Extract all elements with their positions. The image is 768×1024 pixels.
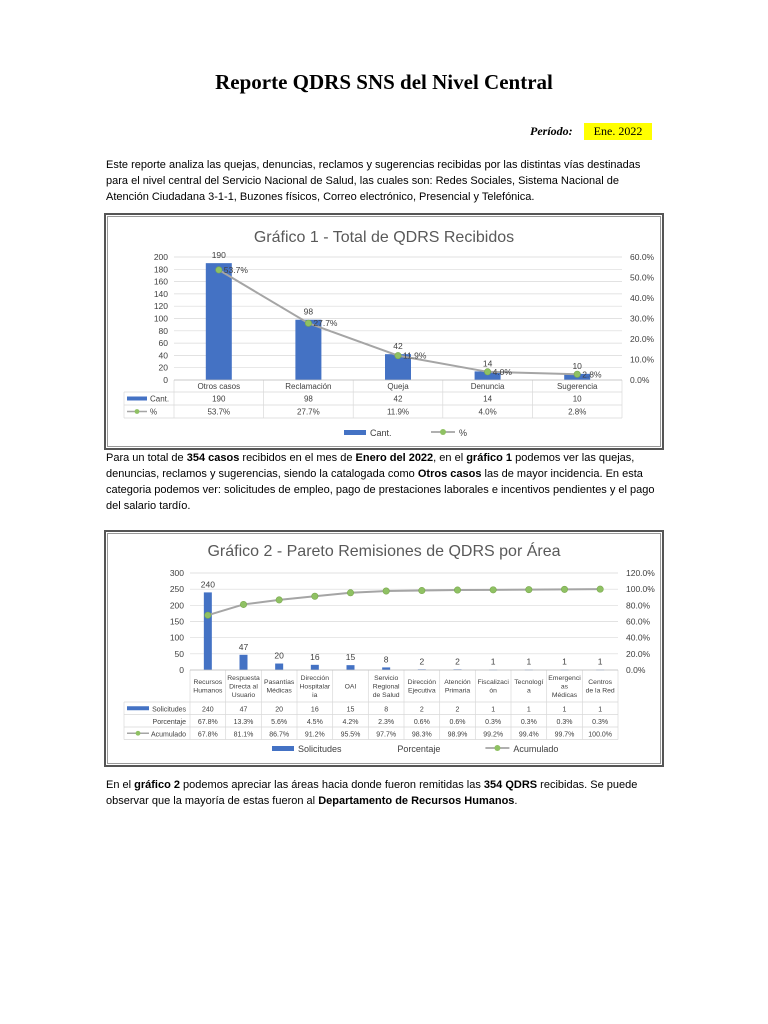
chart2-table-row-label: Solicitudes	[152, 706, 186, 714]
chart1-category-label: Sugerencia	[556, 382, 598, 391]
chart1-legend-label: Cant.	[370, 428, 392, 438]
chart2-y-left-tick: 150	[169, 616, 184, 627]
chart2-category-label: Fiscalizaci	[477, 679, 509, 686]
chart1-table-cell: 190	[212, 394, 226, 404]
chart1-line-point	[216, 267, 222, 273]
chart2-table-cell: 4.5%	[306, 718, 323, 726]
p2-h: Otros casos	[417, 468, 482, 480]
chart2-category-label: Centros	[588, 679, 613, 686]
chart2-line-point	[383, 588, 389, 594]
p3-a: En el	[106, 779, 135, 791]
chart2-y-right-tick: 40.0%	[626, 632, 651, 643]
chart1-line-label: 11.9%	[403, 350, 427, 361]
period-row	[530, 123, 652, 140]
chart2-table-row-label: Porcentaje	[152, 718, 186, 726]
chart1-legend-label: %	[459, 428, 468, 438]
chart2-line-point	[597, 586, 603, 592]
chart2-table-cell: 0.6%	[449, 718, 466, 726]
chart2-category-label: Servicio	[374, 674, 399, 682]
p3-f: Departamento de Recursos Humanos	[318, 795, 515, 807]
chart2-bar	[240, 655, 248, 670]
chart1-y-left-tick: 80	[158, 325, 168, 336]
chart2-line-point	[490, 587, 496, 593]
chart2-y-left-tick: 100	[169, 632, 184, 643]
chart2-table-cell: 98.3%	[411, 731, 432, 739]
chart2-line-point	[454, 587, 460, 593]
chart2-table-key	[127, 706, 149, 710]
period-label: Período:	[530, 124, 573, 138]
chart2-line-point	[526, 586, 532, 592]
chart1-title: Gráfico 1 - Total de QDRS Recibidos	[253, 229, 515, 246]
chart2-bar	[347, 665, 355, 670]
chart1-y-left-tick: 60	[158, 338, 168, 349]
chart1-y-left-tick: 180	[153, 264, 168, 275]
chart2-legend-label: Porcentaje	[397, 744, 441, 754]
p3-e: recibidas. Se puede observar que la mayoría de estas fueron al	[106, 779, 638, 807]
chart2-y-right-tick: 0.0%	[626, 665, 646, 675]
chart1-y-left-tick: 40	[158, 350, 168, 361]
chart1-bar	[295, 320, 321, 380]
chart2-category-label: ón	[489, 687, 497, 695]
chart2-table-cell: 0.3%	[556, 718, 573, 726]
chart2-table-cell: 2.3%	[378, 718, 395, 726]
chart1-category-label: Reclamación	[285, 382, 332, 391]
chart1-y-right-tick: 60.0%	[630, 252, 655, 262]
chart1-y-right-tick: 20.0%	[630, 334, 655, 344]
chart2-bar-label: 240	[200, 579, 215, 590]
chart2-bar-label: 1	[526, 656, 532, 667]
chart2-line-point	[561, 586, 567, 592]
chart2-category-label: Humanos	[193, 687, 223, 695]
chart1-y-left-tick: 120	[153, 301, 168, 312]
chart1-category-label: Denuncia	[470, 382, 505, 391]
chart2-table-key-marker	[136, 731, 141, 736]
chart2-legend-key-marker	[494, 745, 500, 751]
chart2-table-cell: 97.7%	[376, 731, 397, 739]
chart1-y-left-tick: 20	[158, 362, 168, 373]
chart2-table-cell: 20	[275, 706, 284, 714]
chart2-y-right-tick: 100.0%	[626, 584, 655, 595]
chart1-y-right-tick: 0.0%	[630, 375, 650, 385]
chart1-bar	[206, 263, 232, 380]
chart2-bar-label: 1	[597, 656, 603, 667]
chart1-bar-label: 190	[211, 250, 226, 261]
chart2-table-cell: 95.5%	[340, 731, 361, 739]
chart2-bar-label: 16	[310, 651, 320, 662]
chart2-line-point	[312, 593, 318, 599]
chart1-y-right-tick: 40.0%	[630, 293, 655, 303]
chart2-line-point	[276, 597, 282, 603]
chart2-legend-label: Acumulado	[513, 744, 559, 754]
chart2-table-cell: 99.4%	[518, 731, 539, 739]
chart2-table-cell: 86.7%	[269, 731, 290, 739]
chart2-table-cell: 81.1%	[233, 731, 254, 739]
chart2-bar-label: 20	[274, 650, 284, 661]
chart2-table-cell: 8	[384, 706, 389, 714]
chart1-bar-label: 10	[572, 360, 582, 371]
chart2-bar-label: 1	[562, 656, 567, 667]
chart1-category-label: Queja	[387, 382, 409, 391]
chart2-table-cell: 1	[598, 706, 603, 714]
chart1-table-cell: 53.7%	[207, 407, 231, 417]
chart2-table-row-label: Acumulado	[150, 731, 186, 739]
chart2-table-cell: 15	[346, 706, 355, 714]
p2-c: recibidos en el mes de	[239, 452, 356, 464]
chart1-table-cell: 27.7%	[297, 407, 320, 417]
chart1-y-right-tick: 50.0%	[630, 272, 655, 283]
chart2-category-label: as	[560, 683, 569, 691]
chart1-line-label: 2.8%	[582, 369, 602, 380]
chart2-category-label: Dirección	[300, 674, 330, 682]
chart2-bar-label: 15	[345, 652, 356, 663]
chart2-line-point	[347, 590, 353, 596]
report-title: Reporte QDRS SNS del Nivel Central	[215, 70, 553, 94]
p3-c: podemos apreciar las áreas hacia donde fueron remitidas las	[180, 779, 484, 791]
chart2-table-cell: 0.3%	[520, 718, 537, 726]
chart2-category-label: Hospitalar	[299, 683, 331, 691]
chart1-table-row-label: %	[150, 407, 158, 417]
chart2-category-label: Emergenci	[548, 674, 581, 682]
chart2-table-cell: 47	[239, 706, 248, 714]
chart1-category-label: Otros casos	[197, 382, 241, 391]
chart1-line-point	[574, 371, 580, 377]
chart1-y-left-tick: 200	[153, 252, 168, 262]
chart2-table-cell: 16	[310, 706, 319, 714]
chart2-table-cell: 1	[491, 706, 496, 714]
chart1-line-point	[395, 352, 401, 358]
chart2-y-right-tick: 80.0%	[626, 600, 651, 611]
paragraph-2	[106, 450, 661, 514]
p3-d: 354 QDRS	[483, 779, 538, 791]
chart1-table-cell: 42	[393, 394, 403, 404]
chart2-bar-label: 47	[238, 641, 249, 652]
p2-i: las de mayor incidencia. En esta categoria podemos ver: solicitudes de empleo, pago de prestaciones laborales e incentivos pendientes y el pago del salario tardío.	[106, 468, 655, 512]
p2-b: 354 casos	[186, 452, 240, 464]
chart2-table-cell: 91.2%	[304, 731, 325, 739]
chart1-bar-label: 42	[393, 341, 403, 352]
chart2-table-cell: 1	[562, 706, 567, 714]
paragraph-3	[106, 777, 661, 809]
chart2-table-cell: 240	[201, 706, 214, 714]
chart2-category-label: Recursos	[193, 679, 223, 686]
chart-2-frame	[104, 530, 664, 767]
chart1-line-label: 4.0%	[492, 366, 512, 377]
chart1-legend-key-marker	[440, 429, 446, 435]
chart2-category-label: ia	[312, 691, 318, 699]
chart1-table-cell: 2.8%	[568, 407, 587, 417]
chart2-table-cell: 0.3%	[592, 718, 609, 726]
chart1-y-right-tick: 30.0%	[630, 313, 655, 324]
p3-g: .	[514, 795, 518, 807]
chart2-table-cell: 67.8%	[197, 731, 218, 739]
chart1-y-right-tick: 10.0%	[630, 354, 655, 365]
chart2-category-label: Respuesta	[227, 674, 260, 682]
chart2-y-right-tick: 20.0%	[626, 648, 651, 659]
chart1-bar-label: 98	[303, 306, 314, 317]
chart2-line-point	[205, 612, 211, 618]
chart2-table-cell: 2	[419, 706, 424, 714]
chart1-bar-label: 14	[482, 358, 493, 369]
chart1-line-label: 27.7%	[313, 318, 338, 329]
chart2-table-cell: 99.7%	[554, 731, 575, 739]
chart2-category-label: Primaria	[444, 687, 471, 695]
chart2-table-cell: 0.3%	[485, 718, 502, 726]
p2-g: podemos ver las quejas, denuncias, reclamos y sugerencias, siendo la catalogada como	[106, 452, 635, 480]
chart2-table-cell: 1	[526, 706, 531, 714]
chart2-category-label: a	[526, 687, 531, 695]
chart2-category-label: Atención	[444, 679, 471, 686]
chart1-legend-key	[344, 430, 366, 435]
chart1-table-cell: 11.9%	[386, 407, 410, 417]
chart-2	[106, 532, 662, 765]
chart2-bar-label: 1	[490, 656, 496, 667]
chart2-category-label: Dirección	[407, 679, 437, 686]
chart2-table-cell: 0.6%	[413, 718, 430, 726]
chart2-bar	[204, 592, 212, 670]
chart2-y-left-tick: 300	[169, 568, 184, 578]
chart2-category-label: Ejecutiva	[408, 687, 436, 695]
period-value: Ene. 2022	[584, 123, 653, 140]
chart2-table-cell: 5.6%	[271, 718, 288, 726]
chart2-category-label: Tecnologí	[514, 679, 544, 686]
chart2-y-left-tick: 0	[179, 665, 184, 675]
p2-e: , en el	[433, 452, 467, 464]
chart2-legend-key	[272, 746, 294, 751]
chart-1-frame	[104, 213, 664, 450]
p2-a: Para un total de	[106, 452, 187, 464]
chart2-category-label: de la Red	[585, 687, 615, 695]
chart2-category-label: Regional	[372, 683, 400, 691]
p3-b: gráfico 2	[134, 779, 180, 791]
p2-d: Enero del 2022	[355, 452, 434, 464]
chart2-category-label: Médicas	[551, 691, 578, 699]
chart1-y-left-tick: 100	[153, 313, 168, 324]
chart2-y-right-tick: 120.0%	[626, 568, 655, 578]
chart2-category-label: Pasantías	[264, 679, 295, 686]
chart2-table-cell: 67.8%	[197, 718, 218, 726]
chart1-table-cell: 4.0%	[478, 407, 497, 417]
chart1-table-cell: 10	[572, 394, 582, 404]
chart2-table-cell: 4.2%	[342, 718, 359, 726]
chart1-line-point	[484, 369, 490, 375]
chart1-table-key	[127, 397, 147, 401]
chart2-category-label: OAI	[344, 683, 357, 691]
chart2-table-cell: 2	[455, 706, 460, 714]
chart2-bar-label: 8	[383, 654, 389, 665]
chart2-category-label: Médicas	[266, 687, 292, 695]
chart2-category-label: Directa al	[229, 683, 258, 691]
chart2-category-label: de Salud	[372, 691, 400, 699]
chart1-table-cell: 98	[303, 394, 313, 404]
chart2-category-label: Usuario	[231, 691, 256, 699]
chart1-line-label: 53.7%	[223, 264, 248, 275]
chart1-table-row-label: Cant.	[150, 394, 170, 404]
chart1-line-point	[305, 320, 311, 326]
chart2-bar	[275, 664, 283, 670]
chart2-title: Gráfico 2 - Pareto Remisiones de QDRS por Área	[207, 543, 561, 560]
chart1-table-cell: 14	[483, 394, 493, 404]
chart1-y-left-tick: 160	[153, 276, 168, 287]
chart2-table-cell: 13.3%	[233, 718, 254, 726]
chart-1	[106, 215, 662, 448]
chart2-bar	[311, 665, 319, 670]
intro-paragraph: Este reporte analiza las quejas, denuncias, reclamos y sugerencias recibidas por las distintas vías destinadas para el nivel central del Servicio Nacional de Salud, las cuales son: Redes Sociales, Sistema Nacional de Atención Ciudadana 3-1-1, Buzones físicos, Correo electrónico, Presencial y Telefónica.	[106, 159, 641, 203]
chart2-y-right-tick: 60.0%	[626, 616, 651, 627]
chart2-bar-label: 2	[419, 656, 425, 667]
chart2-table-cell: 100.0%	[588, 731, 613, 739]
chart1-table-key-marker	[135, 409, 140, 414]
chart2-table-cell: 99.2%	[483, 731, 504, 739]
chart2-bar-label: 2	[455, 656, 460, 667]
chart2-table-cell: 98.9%	[447, 731, 468, 739]
chart2-y-left-tick: 200	[169, 600, 184, 611]
chart1-y-left-tick: 0	[163, 375, 168, 385]
chart2-line-point	[419, 587, 425, 593]
chart2-y-left-tick: 250	[169, 584, 184, 595]
p2-f: gráfico 1	[466, 452, 513, 464]
chart1-y-left-tick: 140	[153, 288, 168, 299]
chart2-legend-label: Solicitudes	[298, 744, 342, 754]
chart2-y-left-tick: 50	[174, 648, 184, 659]
chart2-line-point	[240, 601, 246, 607]
chart2-line-series	[208, 589, 600, 615]
